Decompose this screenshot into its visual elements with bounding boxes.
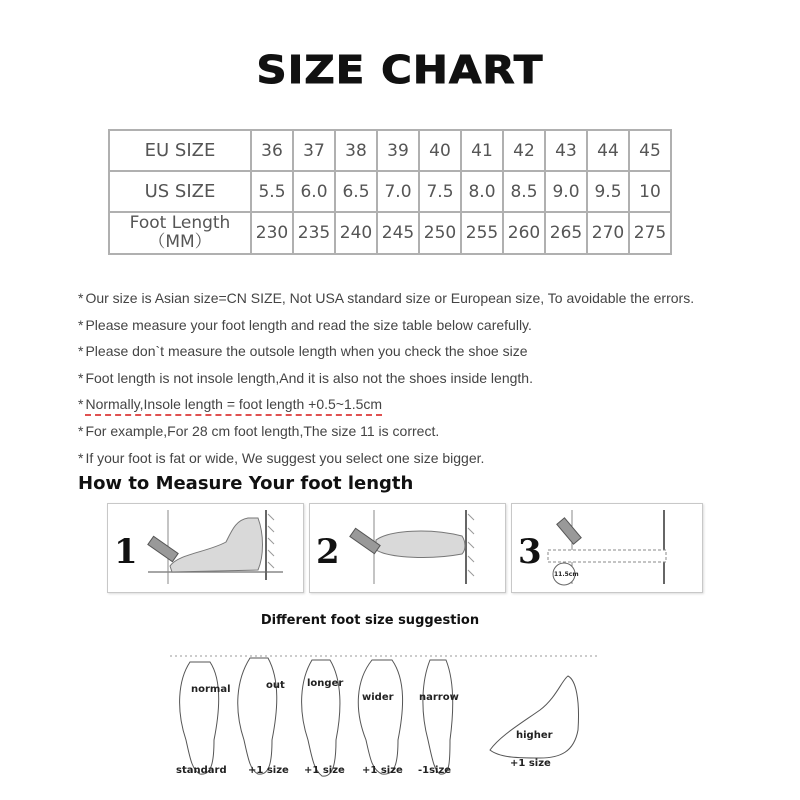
- page-title: SIZE CHART: [256, 48, 544, 92]
- note-text: Foot length is not insole length,And it is also not the shoes inside length.: [85, 369, 533, 386]
- step-number: 1: [114, 532, 138, 572]
- table-cell: 6.5: [335, 171, 377, 212]
- table-cell: 40: [419, 130, 461, 171]
- step-3-panel: [511, 503, 703, 593]
- foot-size-wider: +1 size: [362, 765, 403, 776]
- table-cell: 245: [377, 212, 419, 254]
- table-row-foot-length: [109, 212, 671, 254]
- note-item: [78, 290, 778, 317]
- table-cell: 7.5: [419, 171, 461, 212]
- note-text: Please measure your foot length and read the size table below carefully.: [85, 316, 532, 333]
- table-cell: 6.0: [293, 171, 335, 212]
- notes-list: [78, 290, 778, 476]
- table-cell: 255: [461, 212, 503, 254]
- row-label-eu: EU SIZE: [109, 130, 251, 171]
- bullet-marker: *: [78, 316, 84, 333]
- table-cell: 5.5: [251, 171, 293, 212]
- foot-label-narrow: narrow: [419, 692, 459, 703]
- foot-size-longer: +1 size: [304, 765, 345, 776]
- foot-label-normal: normal: [191, 684, 231, 695]
- row-label-line1: Foot Length: [129, 213, 231, 233]
- foot-label-wider: wider: [362, 692, 394, 703]
- foot-size-narrow: -1size: [418, 765, 452, 776]
- note-text: Please don`t measure the outsole length when you check the shoe size: [85, 343, 528, 360]
- bullet-marker: *: [78, 369, 84, 386]
- foot-label-higher: higher: [516, 730, 553, 741]
- table-cell: 275: [629, 212, 671, 254]
- note-text: If your foot is fat or wide, We suggest you select one size bigger.: [85, 449, 485, 466]
- note-item: [78, 343, 778, 370]
- table-cell: 39: [377, 130, 419, 171]
- table-cell: 230: [251, 212, 293, 254]
- ruler-reading: 11.5cm: [554, 571, 579, 578]
- how-to-heading: How to Measure Your foot length: [78, 473, 414, 494]
- bullet-marker: *: [78, 396, 84, 413]
- table-cell: 8.0: [461, 171, 503, 212]
- table-cell: 43: [545, 130, 587, 171]
- table-cell: 10: [629, 171, 671, 212]
- table-cell: 41: [461, 130, 503, 171]
- foot-label-out: out: [266, 680, 285, 691]
- table-cell: 8.5: [503, 171, 545, 212]
- step-number: 2: [316, 532, 340, 572]
- note-text: Our size is Asian size=CN SIZE, Not USA standard size or European size, To avoidable the errors.: [85, 290, 695, 306]
- table-cell: 9.0: [545, 171, 587, 212]
- foot-size-higher: +1 size: [510, 758, 551, 769]
- step-number: 3: [518, 532, 542, 572]
- note-item-highlighted: [78, 396, 778, 423]
- table-cell: 42: [503, 130, 545, 171]
- table-cell: 38: [335, 130, 377, 171]
- table-cell: 7.0: [377, 171, 419, 212]
- step-2-panel: [309, 503, 506, 593]
- note-item: [78, 423, 778, 450]
- table-cell: 240: [335, 212, 377, 254]
- table-cell: 235: [293, 212, 335, 254]
- table-cell: 250: [419, 212, 461, 254]
- table-cell: 37: [293, 130, 335, 171]
- table-row-eu: [109, 130, 671, 171]
- foot-size-standard: standard: [176, 765, 227, 776]
- table-cell: 270: [587, 212, 629, 254]
- row-label-us: US SIZE: [109, 171, 251, 212]
- note-text: For example,For 28 cm foot length,The size 11 is correct.: [85, 422, 440, 439]
- foot-label-longer: longer: [307, 678, 344, 689]
- table-cell: 260: [503, 212, 545, 254]
- table-row-us: [109, 171, 671, 212]
- note-item: [78, 317, 778, 344]
- foot-size-out: +1 size: [248, 765, 289, 776]
- table-cell: 45: [629, 130, 671, 171]
- table-cell: 44: [587, 130, 629, 171]
- bullet-marker: *: [78, 422, 84, 439]
- bullet-marker: *: [78, 290, 84, 306]
- note-item: [78, 370, 778, 397]
- row-label-line2: （MM）: [148, 232, 212, 252]
- table-cell: 36: [251, 130, 293, 171]
- note-text: Normally,Insole length = foot length +0.5~1.5cm: [85, 396, 382, 416]
- row-label-foot-length: [109, 212, 251, 254]
- table-cell: 9.5: [587, 171, 629, 212]
- bullet-marker: *: [78, 449, 84, 466]
- foot-suggestion-heading: Different foot size suggestion: [260, 613, 480, 628]
- step-1-panel: [107, 503, 304, 593]
- size-table: [108, 129, 672, 255]
- table-cell: 265: [545, 212, 587, 254]
- bullet-marker: *: [78, 343, 84, 360]
